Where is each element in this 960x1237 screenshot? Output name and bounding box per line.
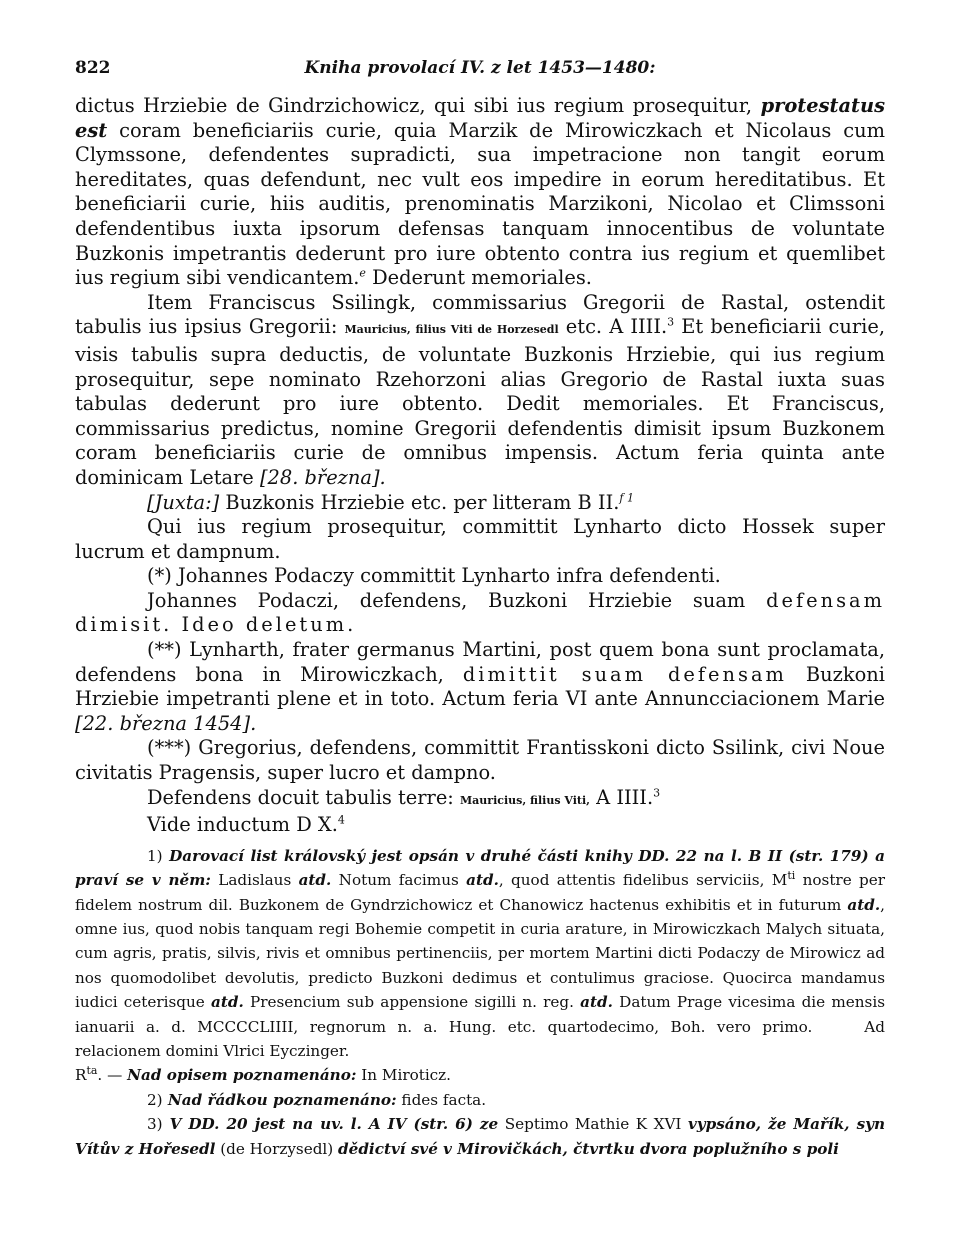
page-header <box>75 58 885 94</box>
paragraph-4: Qui ius regium prosequitur, committit Lynharto dicto Hossek super lucrum et dampnum. <box>75 515 885 563</box>
running-head: Kniha provolací IV. z let 1453—1480: <box>304 58 656 78</box>
main-text <box>75 94 885 838</box>
paragraph-1: dictus Hrziebie de Gindrzichowicz, qui sibi ius regium prosequitur, protestatus est coram beneficiariis curie, quia Marzik de Mirowiczkach et Nicolaus cum Clymssone, defendentes supradicti, sua impetracione non tangit eorum hereditates, quas defendunt, nec vult eos impedire in eorum hereditatibus. Et beneficiarii curie, hiis auditis, prenominatis Marzikoni, Nicolao et Climssoni defendentibus iuxta ipsorum defensas tanquam innocentibus de voluntate Buzkonis impetrantis dederunt pro iure obtento contra ius regium et quemlibet ius regium sibi vendicantem.$^e$ Dederunt memoriales. <box>75 94 885 290</box>
spaced-text: defensam dimisit. Ideo deletum. <box>75 588 885 637</box>
footnote-number: 3) <box>147 1115 163 1134</box>
paragraph-6: Johannes Podaczi, defendens, Buzkoni Hrziebie suam defensam dimisit. Ideo deletum. <box>75 588 885 637</box>
paragraph-9: Defendens docuit tabulis terre: Mauricius, filius Viti, A IIII.$^3$ <box>147 785 661 809</box>
footnote-mark: e <box>359 266 366 280</box>
paragraph-7: (**) Lynharth, frater germanus Martini, post quem bona sunt proclamata, defendens bona in Mirowiczkach, dimittit suam defensam Buzkoni Hrziebie impetranti plene et in toto. Actum feria VI ante Annuncciacionem Marie [22. března 1454]. <box>75 638 885 735</box>
page <box>75 58 885 1161</box>
footnote-ref: f 1 <box>619 491 634 505</box>
footnote-3: 3) V DD. 20 jest na uv. l. A IV (str. 6) ze Septimo Mathie K XVI vypsáno, že Mařík, syn Vítův z Hořesedl (de Horzysedl) dědictví své v Mirovičkách, čtvrtku dvora poplužního s poli <box>75 1115 885 1158</box>
paragraph-3: [Juxta:] Buzkonis Hrziebie etc. per litteram B II.$^{f 1}$ <box>147 490 634 514</box>
small-caps-citation: Mauricius, filius Viti de Horzesedl <box>344 323 559 337</box>
footnote-1-continued: $R^{ta}$. — Nad opisem poznamenáno: In Miroticz. <box>75 1064 452 1085</box>
small-caps-citation: Mauricius, filius Viti, <box>460 793 590 807</box>
paragraph-8: (***) Gregorius, defendens, committit Frantisskoni dicto Ssilink, civi Noue civitatis Pragensis, super lucro et dampno. <box>75 736 885 785</box>
paragraph-2: Item Franciscus Ssilingk, commissarius Gregorii de Rastal, ostendit tabulis ius ipsius Gregorii: Mauricius, filius Viti de Horzesedl etc. A IIII.$^3$ Et beneficiarii curie, visis tabulis supra deductis, de voluntate Buzkonis Hrziebie, qui ius regium prosequitur, sepe nominato Rzehorzoni alias Gregorio de Rastal iuxta suas tabulas dederunt pro iure obtento. Dedit memoriales. Et Franciscus, commissarius predictus, nomine Gregorii defendentis dimisit ipsum Buzkonem coram beneficiariis curie de omnibus impensis. Actum feria quinta ante dominicam Letare [28. března]. <box>75 290 885 489</box>
page-number: 822 <box>75 58 111 78</box>
date-annotation: [28. března]. <box>259 465 386 489</box>
footnote-ref: 4 <box>337 813 345 827</box>
footnote-1: 1) Darovací list královský jest opsán v druhé části knihy DD. 22 na l. B II (str. 179) a praví se v něm: Ladislaus atd. Notum facimus atd., quod attentis fidelibus serviciis, $M^{ti}$ nostre per fidelem nostrum dil. Buzkonem de Gyndrzichowicz et Chanowicz hactenus exhibitis et in futurum atd., omne ius, quod nobis tanquam regi Bohemie competit in curia arature, in Mirowiczkach Malych situata, cum agris, pratis, silvis, rivis et omnibus pertinenciis, per mortem Martini dicti Podaczy de Mirowicz ad nos quomodolibet devolutis, predicto Buzkoni dedimus et contulimus graciose. Quocirca mandamus iudici ceterisque atd. Presencium sub appensione sigilli n. reg. atd. Datum Prage vicesima die mensis ianuarii a. d. MCCCCLIIII, regnorum n. a. Hung. etc. quartodecimo, Boh. vero primo. Ad relacionem domini Vlrici Eyczinger. <box>75 846 885 1061</box>
editorial-insertion: [Juxta:] <box>147 490 220 514</box>
footnote-ref: 3 <box>653 786 661 800</box>
footnote-ref: 3 <box>667 315 675 329</box>
footnotes <box>75 844 885 1161</box>
date-annotation: [22. března 1454]. <box>75 711 257 735</box>
spaced-text: dimittit suam defensam <box>462 662 787 686</box>
paragraph-10: Vide inductum D X.$^4$ <box>147 813 345 837</box>
footnote-number: 1) <box>147 846 163 865</box>
paragraph-5: (*) Johannes Podaczy committit Lynharto infra defendenti. <box>147 564 721 588</box>
footnote-number: 2) <box>147 1090 163 1109</box>
emphasis: protestatus est <box>75 94 885 142</box>
footnote-2: 2) Nad řádkou poznamenáno: fides facta. <box>147 1090 487 1109</box>
